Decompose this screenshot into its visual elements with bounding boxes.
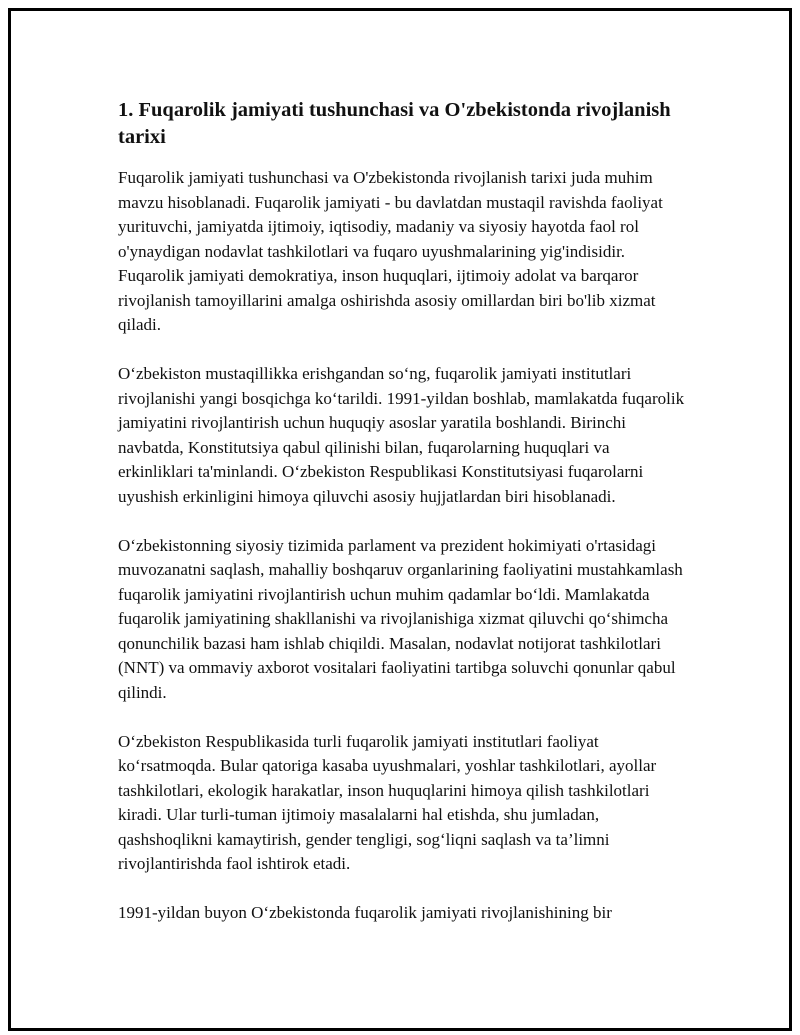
paragraph-2: O‘zbekiston mustaqillikka erishgandan so‘ng, fuqarolik jamiyati institutlari rivojlanishi yangi bosqichga ko‘tarildi. 1991-yildan boshlab, mamlakatda fuqarolik jamiyatini rivojlantirish uchun huquqiy asoslar yaratila boshlandi. Birinchi navbatda, Konstitutsiya qabul qilinishi bilan, fuqarolarning huquqlari va erkinliklari ta'minlandi. O‘zbekiston Respublikasi Konstitutsiyasi fuqarolarni uyushish erkinligini himoya qiluvchi asosiy hujjatlardan biri hisoblanadi.: [118, 364, 685, 506]
paragraph-1: Fuqarolik jamiyati tushunchasi va O'zbekistonda rivojlanish tarixi juda muhim mavzu hisoblanadi. Fuqarolik jamiyati - bu davlatdan mustaqil ravishda faoliyat yurituvchi, jamiyatda ijtimoiy, iqtisodiy, madaniy va siyosiy hayotda faol rol o'ynaydigan nodavlat tashkilotlari va fuqaro uyushmalarining yig'indisidir. Fuqarolik jamiyati demokratiya, inson huquqlari, ijtimoiy adolat va barqaror rivojlanish tamoyillarini amalga oshirishda asosiy omillardan biri bo'lib xizmat qiladi.: [118, 168, 663, 334]
paragraph-4: O‘zbekiston Respublikasida turli fuqarolik jamiyati institutlari faoliyat ko‘rsatmoqda. Bular qatoriga kasaba uyushmalari, yoshlar tashkilotlari, ayollar tashkilotlari, ekologik harakatlar, inson huquqlarini himoya qilish tashkilotlari kiradi. Ular turli-tuman ijtimoiy masalalarni hal etishda, shu jumladan, qashshoqlikni kamaytirish, gender tengligi, sog‘liqni saqlash va ta’limni rivojlantirishda faol ishtirok etadi.: [118, 731, 657, 873]
paragraph-3: O‘zbekistonning siyosiy tizimida parlament va prezident hokimiyati o'rtasidagi muvozanatni saqlash, mahalliy boshqaruv organlarining faoliyatini mustahkamlash fuqarolik jamiyatini rivojlantirish uchun muhim qadamlar bo‘ldi. Mamlakatda fuqarolik jamiyatining shakllanishi va rivojlanishiga xizmat qiluvchi qo‘shimcha qonunchilik bazasi ham ishlab chiqildi. Masalan, nodavlat notijorat tashkilotlari (NNT) va ommaviy axborot vositalari faoliyatini tartibga soluvchi qonunlar qabul qilindi.: [118, 535, 683, 702]
document-body: [118, 97, 688, 950]
section-heading: 1. Fuqarolik jamiyati tushunchasi va O'zbekistonda rivojlanish tarixi: [118, 99, 671, 148]
paragraph-5: 1991-yildan buyon O‘zbekistonda fuqarolik jamiyati rivojlanishining bir: [118, 903, 612, 922]
document-page: [8, 8, 792, 1031]
